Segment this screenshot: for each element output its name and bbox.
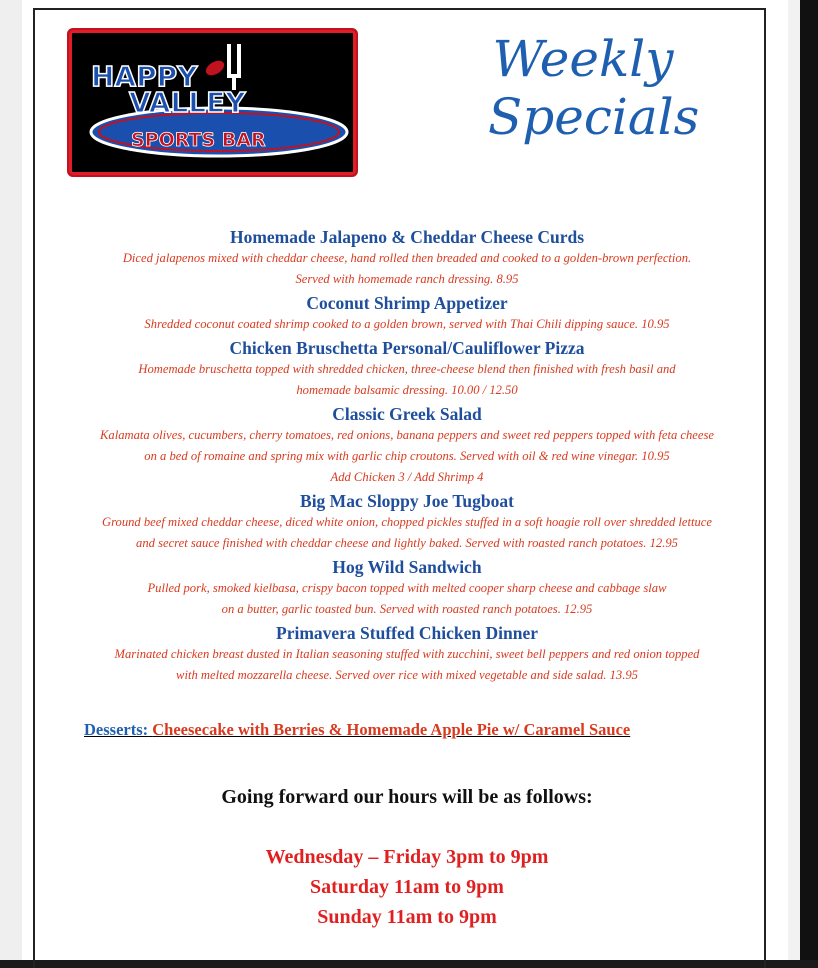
desserts-text: Cheesecake with Berries & Homemade Apple Pie w/ Caramel Sauce — [152, 720, 631, 739]
desserts-label: Desserts: — [84, 720, 149, 739]
page-title — [488, 30, 700, 146]
logo-line1: HAPPY — [91, 60, 198, 93]
title-line2: Specials — [488, 88, 700, 146]
hours-heading: Going forward our hours will be as follows: — [221, 786, 593, 808]
menu-item-desc: Pulled pork, smoked kielbasa, crispy bacon topped with melted cooper sharp cheese and cabbage slaw — [147, 581, 667, 595]
frame-right-margin — [788, 0, 800, 960]
menu-item — [40, 226, 774, 290]
hours-list — [40, 842, 774, 932]
menu-item-name: Coconut Shrimp Appetizer — [306, 293, 508, 313]
menu-item-desc: Add Chicken 3 / Add Shrimp 4 — [330, 470, 484, 484]
menu-item-desc: homemade balsamic dressing. 10.00 / 12.50 — [296, 383, 518, 397]
menu-item — [40, 403, 774, 488]
menu-item — [40, 490, 774, 554]
hours-line: Saturday 11am to 9pm — [310, 876, 504, 898]
hours-line: Wednesday – Friday 3pm to 9pm — [265, 846, 549, 868]
football-icon — [203, 58, 226, 78]
menu-item-desc: Ground beef mixed cheddar cheese, diced white onion, chopped pickles stuffed in a soft hoagie roll over shredded lettuce — [102, 515, 712, 529]
goalpost-icon — [227, 44, 241, 90]
logo-graphic — [69, 30, 356, 175]
happy-valley-logo — [67, 28, 358, 177]
menu-item-desc: with melted mozzarella cheese. Served over rice with mixed vegetable and side salad. 13.95 — [176, 668, 638, 682]
menu-item — [40, 337, 774, 401]
menu-item — [40, 556, 774, 620]
desserts-line — [84, 720, 630, 740]
menu-item-desc: Diced jalapenos mixed with cheddar cheese, hand rolled then breaded and cooked to a golden-brown perfection. — [122, 251, 692, 265]
menu-item-name: Hog Wild Sandwich — [332, 557, 482, 577]
menu-item-desc: Shredded coconut coated shrimp cooked to a golden brown, served with Thai Chili dipping sauce. 10.95 — [144, 317, 670, 331]
menu-item-desc: Homemade bruschetta topped with shredded chicken, three-cheese blend then finished with fresh basil and — [138, 362, 676, 376]
menu-item-desc: Served with homemade ranch dressing. 8.95 — [295, 272, 519, 286]
menu-list — [40, 224, 774, 686]
menu-item — [40, 292, 774, 335]
title-line1: Weekly — [492, 30, 674, 88]
logo-line2: VALLEY — [129, 86, 246, 119]
menu-item-name: Primavera Stuffed Chicken Dinner — [276, 623, 538, 643]
menu-item-name: Chicken Bruschetta Personal/Cauliflower Pizza — [229, 338, 585, 358]
menu-item-name: Homemade Jalapeno & Cheddar Cheese Curds — [229, 227, 585, 247]
hours-line: Sunday 11am to 9pm — [317, 906, 497, 928]
menu-item-desc: and secret sauce finished with cheddar cheese and lightly baked. Served with roasted ranch potatoes. 12.95 — [136, 536, 678, 550]
menu-item — [40, 622, 774, 686]
menu-item-name: Big Mac Sloppy Joe Tugboat — [300, 491, 514, 511]
menu-item-desc: Marinated chicken breast dusted in Italian seasoning stuffed with zucchini, sweet bell peppers and red onion topped — [114, 647, 700, 661]
logo-line3: SPORTS BAR — [131, 129, 266, 151]
menu-item-desc: on a bed of romaine and spring mix with garlic chip croutons. Served with oil & red wine vinegar. 10.95 — [144, 449, 670, 463]
frame-left-margin — [0, 0, 22, 960]
menu-item-desc: Kalamata olives, cucumbers, cherry tomatoes, red onions, banana peppers and sweet red peppers topped with feta cheese — [100, 428, 714, 442]
frame-right-edge — [800, 0, 818, 960]
menu-item-desc: on a butter, garlic toasted bun. Served with roasted ranch potatoes. 12.95 — [221, 602, 593, 616]
menu-item-name: Classic Greek Salad — [332, 404, 482, 424]
